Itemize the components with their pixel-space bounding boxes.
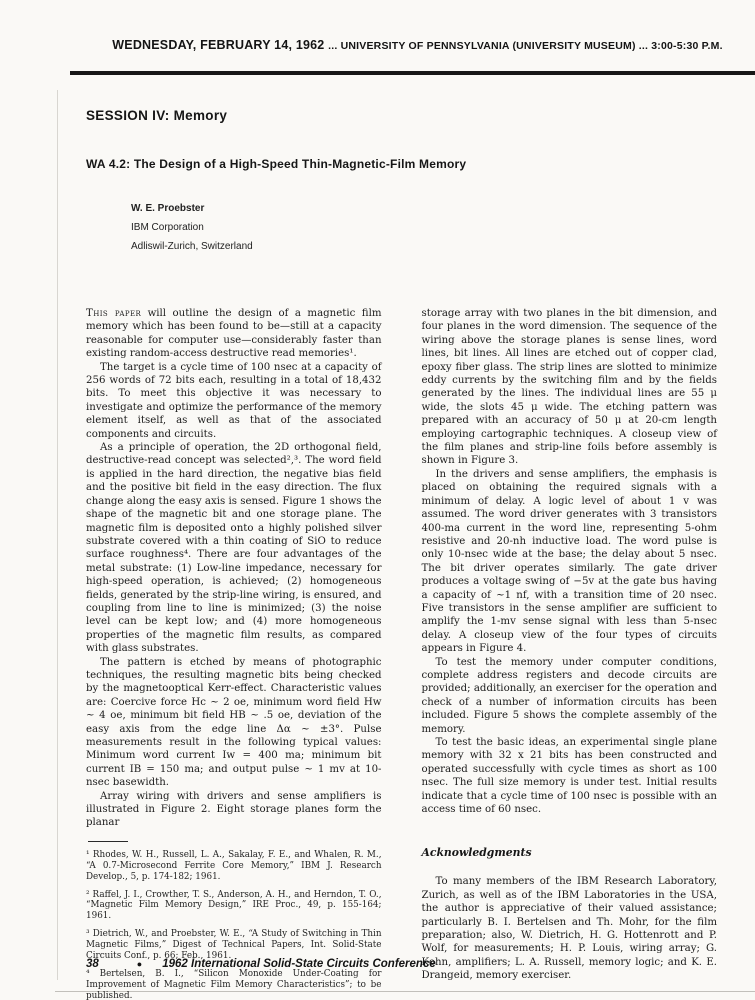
body-paragraph: To test the memory under computer conditions, complete address registers and decode circuits are provided; additionally, an exerciser for the operation and check of a number of information circuits has been included. Figure 5 shows the complete assembly of the memory. xyxy=(421,656,717,735)
lead-phrase: This paper xyxy=(86,308,142,319)
body-paragraph: As a principle of operation, the 2D orthogonal field, destructive-read concept was selected²,³. The word field is applied in the hard direction, the negative bias field and the positive bit field in the easy direction. The flux change along the easy axis is sensed. Figure 1 shows the shape of the magnetic bit and one storage plane. The magnetic film is deposited onto a highly polished silver substrate covered with a thin coating of SiO to reduce surface roughness⁴. There are four advantages of the metal substrate: (1) Low-line impedance, necessary for high-speed operation, is achieved; (2) homogeneous fields, generated by the strip-line wiring, is ensured, and coupling from line to line is minimized; (3) the noise level can be kept low; and (4) more homogeneous properties of the magnetic film results, as compared with glass substrates. xyxy=(86,442,382,655)
body-paragraph xyxy=(86,307,382,361)
body-columns xyxy=(86,307,717,1000)
footnote: ⁴ Bertelsen, B. I., “Silicon Monoxide Under-Coating for Improvement of Magnetic Film Memory Characteristics”; to be published. xyxy=(86,969,382,1000)
scan-edge-artifact-left xyxy=(57,90,58,980)
body-paragraph: Array wiring with drivers and sense amplifiers is illustrated in Figure 2. Eight storage planes form the planar xyxy=(86,790,382,829)
author-name: W. E. Proebster xyxy=(131,203,205,214)
right-column xyxy=(422,307,718,1000)
acknowledgments-paragraph: To many members of the IBM Research Laboratory, Zurich, as well as of the IBM Laboratories in the USA, the author is appreciative of their valued assistance; particularly B. I. Bertelsen and Th. Mohr, for the film preparation; also, W. Dietrich, H. G. Hottenrott and P. Wolf, for measurements; H. P. Louis, wiring array; G. Kohn, amplifiers; L. A. Russell, memory logic; and K. E. Drangeid, memory exerciser. xyxy=(421,876,717,982)
session-venue-time: ... UNIVERSITY OF PENNSYLVANIA (UNIVERSITY MUSEUM) ... 3:00-5:30 P.M. xyxy=(328,40,723,52)
author-location: Adliswil-Zurich, Switzerland xyxy=(131,241,253,252)
header-rule xyxy=(70,71,755,75)
session-header xyxy=(90,36,745,54)
paper-title: WA 4.2: The Design of a High-Speed Thin-Magnetic-Film Memory xyxy=(86,157,467,171)
footnote: ² Raffel, J. I., Crowther, T. S., Anderson, A. H., and Herndon, T. O., “Magnetic Film Memory Design,” IRE Proc., 49, p. 155-164; 1961. xyxy=(86,889,382,922)
page-footer xyxy=(86,958,436,970)
paragraph-text: will outline the design of a magnetic film memory which has been found to be—still at a capacity reasonable for computer use—considerably faster than existing random-access destructive read memories¹. xyxy=(86,308,382,360)
footnote: ³ Dietrich, W., and Proebster, W. E., “A Study of Switching in Thin Magnetic Films,” Digest of Technical Papers, Int. Solid-State Circuits Conf., p. 66; Feb., 1961. xyxy=(86,929,382,962)
body-paragraph: The target is a cycle time of 100 nsec at a capacity of 256 words of 72 bits each, resulting in a total of 18,432 bits. To meet this objective it was necessary to investigate and optimize the performance of the memory element itself, as well as that of the associated components and circuits. xyxy=(86,361,382,440)
session-title: SESSION IV: Memory xyxy=(86,108,228,123)
author-affiliation: IBM Corporation xyxy=(131,222,204,233)
author-block xyxy=(131,199,253,256)
left-column xyxy=(86,307,382,1000)
body-paragraph: storage array with two planes in the bit dimension, and four planes in the word dimension. The sequence of the wiring above the storage planes is sense lines, word lines, bit lines. All lines are etched out of copper clad, epoxy fiber glass. The strip lines are slotted to minimize eddy currents by the switching film and by the fields generated by the lines. The individual lines are 55 μ wide, the slots 45 μ wide. The etching pattern was prepared with an accuracy of 50 μ at 20-cm length employing cartographic techniques. A closeup view of the film planes and strip-line foils before assembly is shown in Figure 3. xyxy=(421,308,717,467)
body-paragraph: In the drivers and sense amplifiers, the emphasis is placed on obtaining the required signals with a minimum of delay. A logic level of about 1 v was assumed. The word driver generates with 3 transistors 400-ma current in the word line, representing 5-ohm resistive and 20-nh inductive load. The word pulse is only 10-nsec wide at the base; the delay about 5 nsec. The bit driver operates similarly. The gate driver produces a voltage swing of −5v at the gate bus having a capacity of ~1 nf, with a transition time of 20 nsec. Five transistors in the sense amplifier are sufficient to amplify the 1-mv sense signal with less than 5-nsec delay. A closeup view of the four types of circuits appears in Figure 4. xyxy=(421,468,717,655)
conference-name: 1962 International Solid-State Circuits Conference xyxy=(162,958,436,970)
acknowledgments-heading: Acknowledgments xyxy=(421,846,532,860)
footer-bullet-icon: ● xyxy=(136,959,143,969)
body-paragraph: The pattern is etched by means of photographic techniques, the resulting magnetic bits being checked by the magnetooptical Kerr-effect. Characteristic values are: Coercive force Hc ~ 2 oe, minimum word field Hw ~ 4 oe, minimum bit field HB ~ .5 oe, deviation of the easy axis from the edge line Δα ~ ±3°. Pulse measurements result in the following typical values: Minimum word current Iw = 400 ma; minimum bit current IB = 150 ma; and output pulse ~ 1 mv at 10-nsec basewidth. xyxy=(86,656,382,789)
body-paragraph: To test the basic ideas, an experimental single plane memory with 32 x 21 bits has been constructed and operated successfully with cycle times as short as 100 nsec. The full size memory is under test. Initial results indicate that a cycle time of 100 nsec is possible with an access time of 60 nsec. xyxy=(421,737,717,816)
session-date: WEDNESDAY, FEBRUARY 14, 1962 xyxy=(112,38,329,52)
page-number: 38 xyxy=(86,958,99,970)
footnote-separator xyxy=(88,841,128,842)
footnote: ¹ Rhodes, W. H., Russell, L. A., Sakalay, F. E., and Whalen, R. M., “A 0.7-Microsecond Ferrite Core Memory,” IBM J. Research Develop., 5, p. 174-182; 1961. xyxy=(86,849,382,882)
